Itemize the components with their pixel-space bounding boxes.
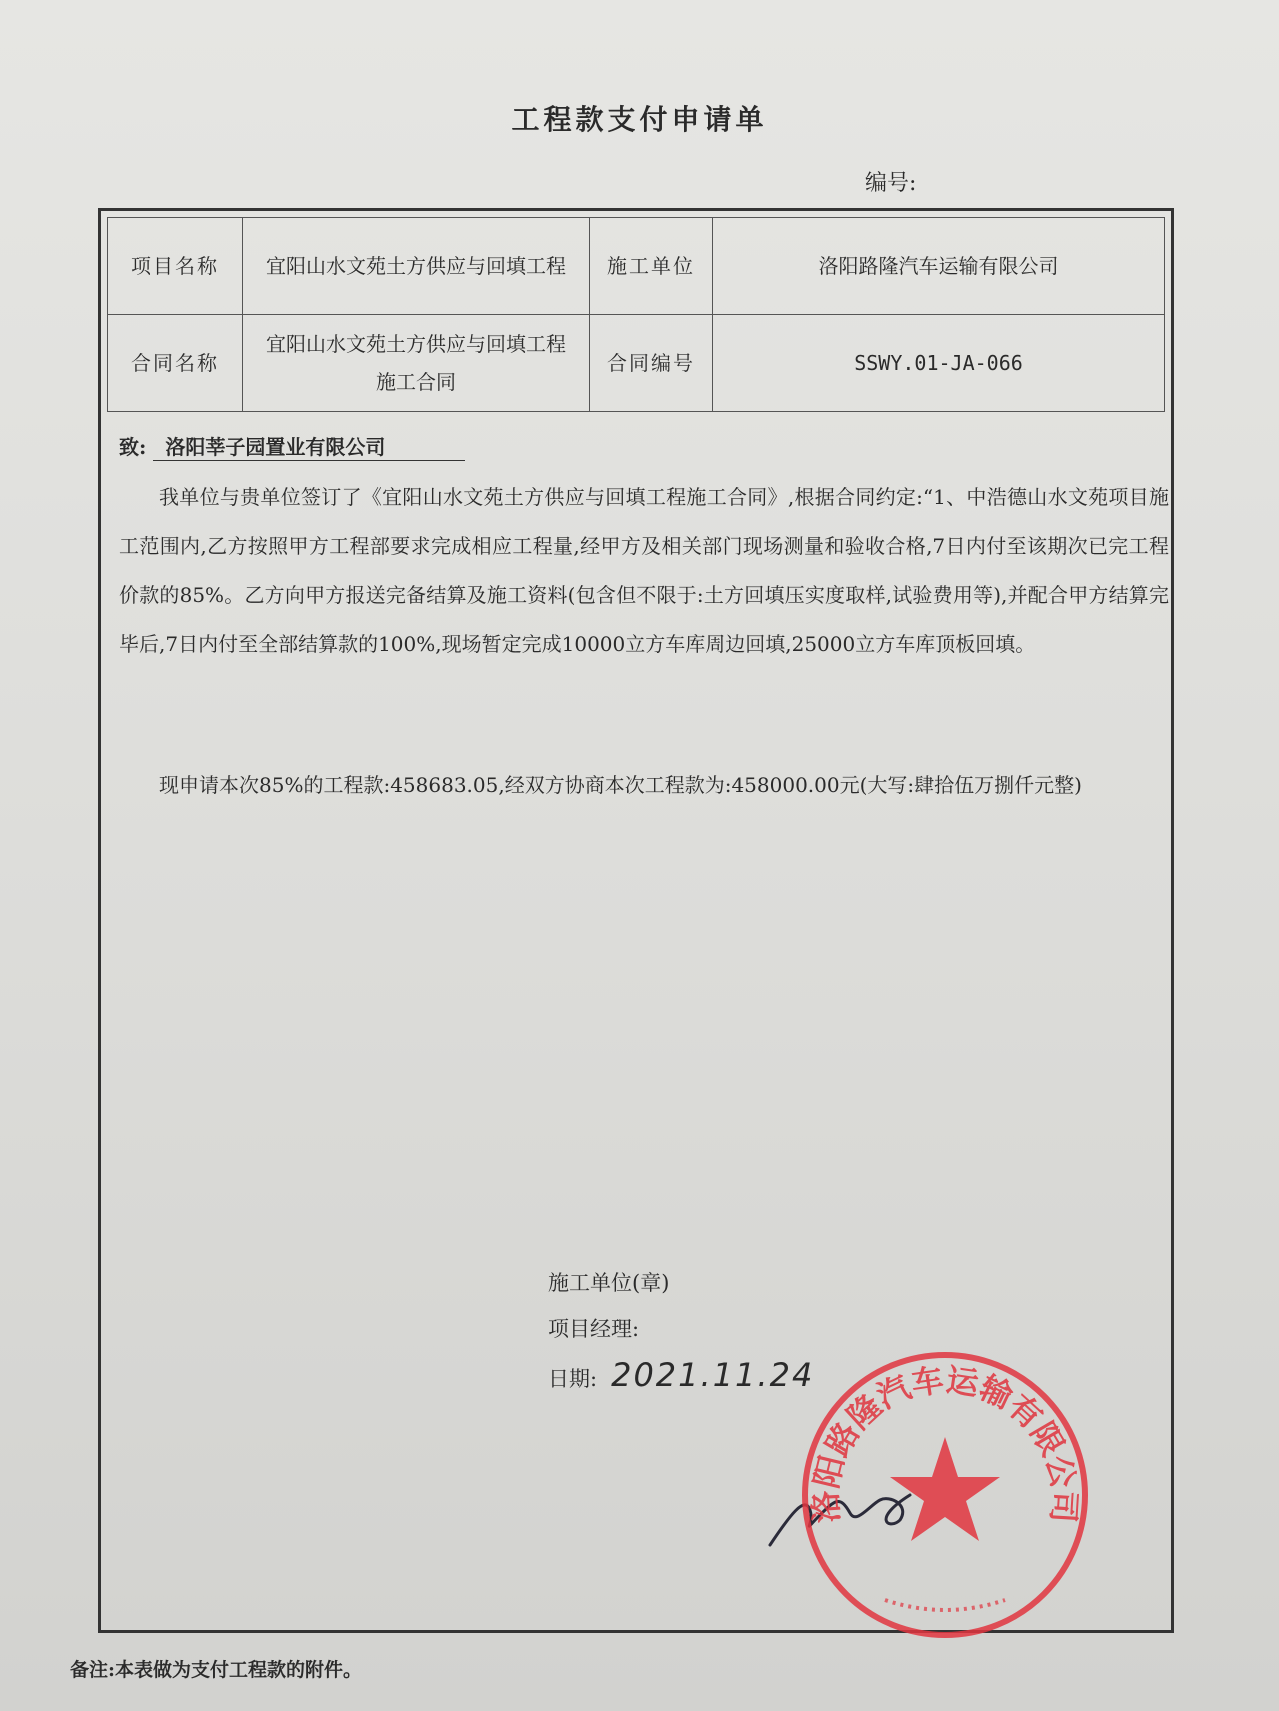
date-label: 日期:: [548, 1367, 598, 1391]
star-icon: [890, 1437, 1000, 1541]
company-seal: [795, 1345, 1095, 1645]
recipient-prefix: 致:: [119, 435, 147, 459]
footnote: 备注:本表做为支付工程款的附件。: [70, 1659, 363, 1681]
contract-name-label: 合同名称: [108, 315, 243, 412]
contractor-value: 洛阳路隆汽车运输有限公司: [713, 218, 1165, 315]
recipient-line: [119, 431, 465, 461]
date-value: 2021.11.24: [611, 1356, 815, 1394]
serial-number-label: 编号:: [865, 171, 917, 196]
seal-text: 洛阳路隆汽车运输有限公司: [806, 1360, 1084, 1524]
signature-block: [548, 1260, 814, 1402]
project-name-value: 宜阳山水文苑土方供应与回填工程: [243, 218, 590, 315]
document-title: 工程款支付申请单: [511, 103, 768, 136]
contractor-seal-label: 施工单位(章): [548, 1271, 670, 1295]
contract-terms-paragraph: 我单位与贵单位签订了《宜阳山水文苑土方供应与回填工程施工合同》,根据合同约定:“1、中浩德山水文苑项目施工范围内,乙方按照甲方工程部要求完成相应工程量,经甲方及相关部门现场测量和验收合格,7日内付至该期次已完工程价款的85%。乙方向甲方报送完备结算及施工资料(包含但不限于:土方回填压实度取样,试验费用等),并配合甲方结算完毕后,7日内付至全部结算款的100%,现场暂定完成10000立方车库周边回填,25000立方车库顶板回填。: [119, 485, 1169, 656]
contract-number-value: SSWY.01-JA-066: [713, 315, 1165, 412]
contract-number-label: 合同编号: [590, 315, 713, 412]
project-name-label: 项目名称: [108, 218, 243, 315]
info-table: [107, 217, 1165, 412]
recipient-company: 洛阳莘子园置业有限公司: [153, 431, 465, 461]
table-row: [108, 218, 1165, 315]
payment-request-paragraph: 现申请本次85%的工程款:458683.05,经双方协商本次工程款为:458000.00元(大写:肆拾伍万捌仟元整): [159, 773, 1082, 797]
contract-name-value: 宜阳山水文苑土方供应与回填工程施工合同: [243, 315, 590, 412]
contractor-label: 施工单位: [590, 218, 713, 315]
project-manager-label: 项目经理:: [548, 1317, 640, 1341]
table-row: [108, 315, 1165, 412]
